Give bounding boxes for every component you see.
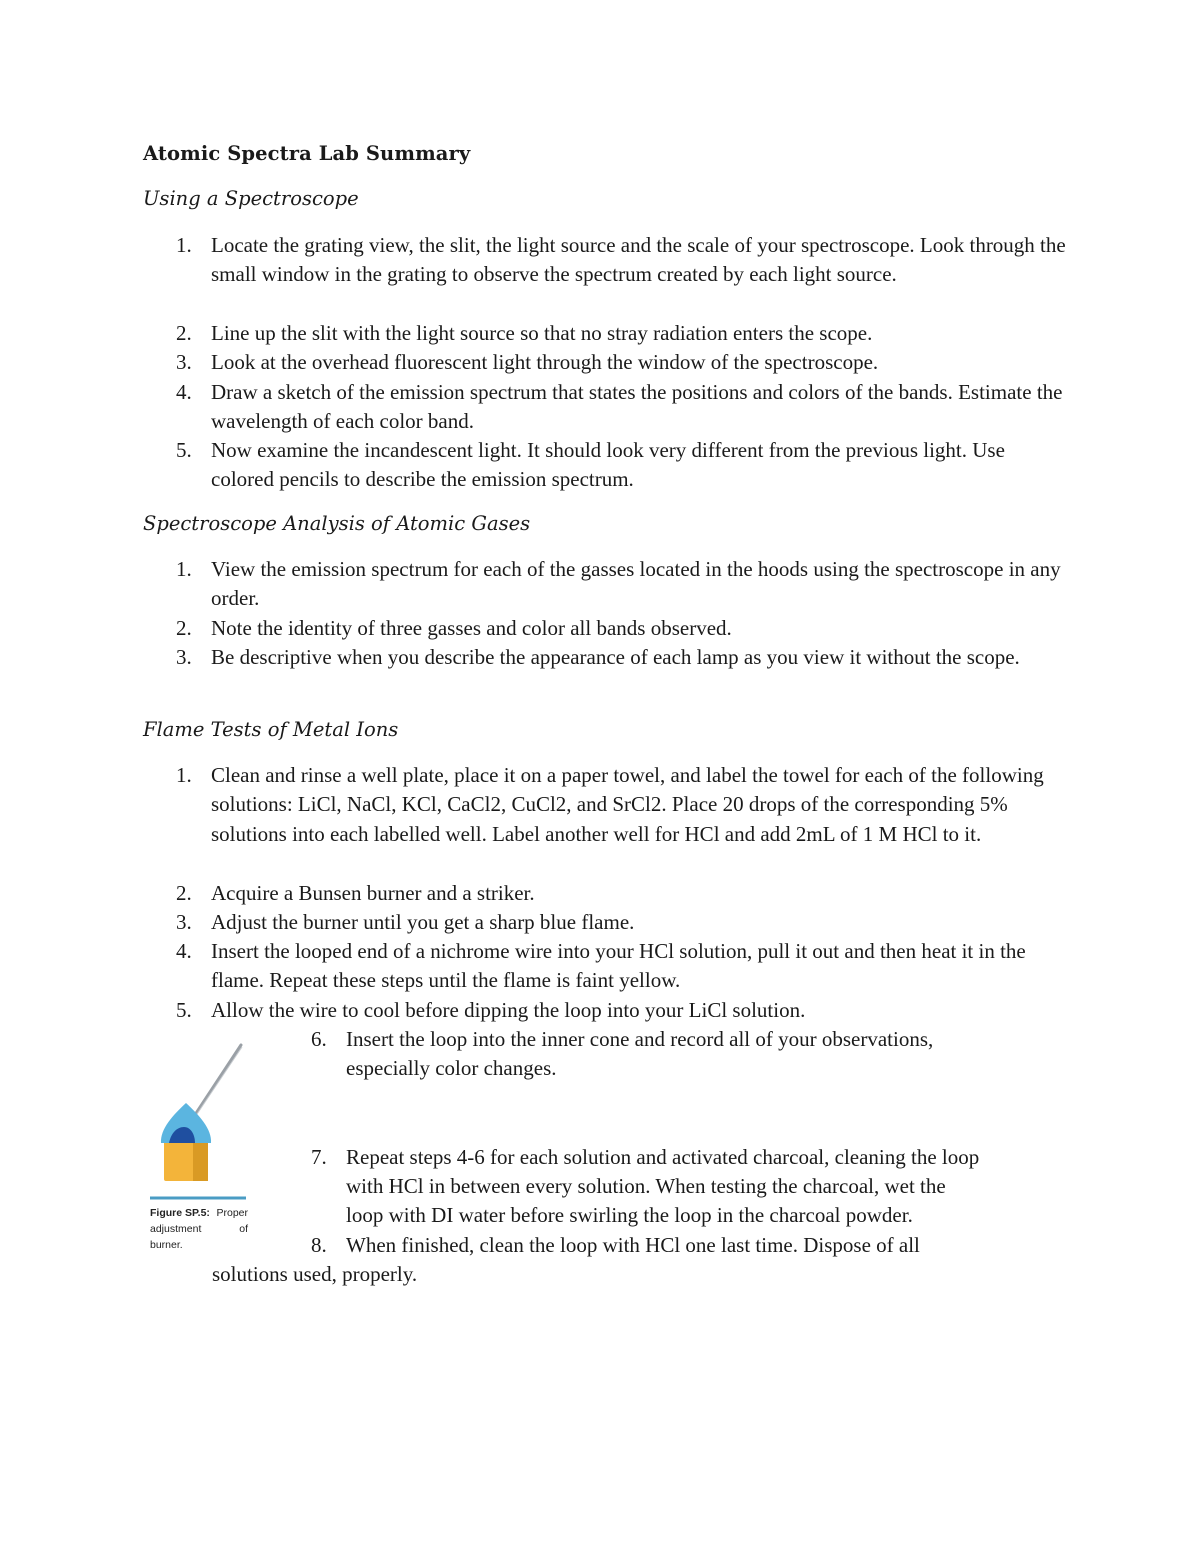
list-number: 2. [176, 881, 192, 905]
list-text: Be descriptive when you describe the appearance of each lamp as you view it without the scope. [211, 645, 1020, 669]
list-number: 8. [311, 1233, 327, 1257]
list-text: Now examine the incandescent light. It should look very different from the previous light. Use colored pencils to describe the emission spectrum. [211, 438, 1005, 492]
list-text: Insert the loop into the inner cone and record all of your observations, [346, 1027, 934, 1051]
list-text: with HCl in between every solution. When testing the charcoal, wet the [346, 1174, 946, 1198]
figure-caption-text: burner. [150, 1239, 183, 1251]
list-text: Note the identity of three gasses and color all bands observed. [211, 616, 732, 640]
list-text: Locate the grating view, the slit, the light source and the scale of your spectroscope. Look through the small window in the grating to observe the spectrum created by each light source. [211, 233, 1066, 287]
list-number: 2. [176, 616, 192, 640]
section-heading-using-spectroscope: Using a Spectroscope [143, 187, 359, 210]
document-title: Atomic Spectra Lab Summary [143, 142, 471, 165]
list-text: Repeat steps 4-6 for each solution and activated charcoal, cleaning the loop [346, 1145, 980, 1169]
list-text: especially color changes. [346, 1056, 557, 1080]
list-text: Clean and rinse a well plate, place it on a paper towel, and label the towel for each of the following solutions: LiCl, NaCl, KCl, CaCl2, CuCl2, and SrCl2. Place 20 drops of the corresponding 5% solutions into each labelled well. Label another well for HCl and add 2mL of 1 M HCl to it. [211, 763, 1044, 846]
list-text: Allow the wire to cool before dipping the loop into your LiCl solution. [211, 998, 806, 1022]
list-number: 7. [311, 1145, 327, 1169]
list-text: Look at the overhead fluorescent light through the window of the spectroscope. [211, 350, 879, 374]
list-text: solutions used, properly. [212, 1262, 418, 1286]
list-text: Acquire a Bunsen burner and a striker. [211, 881, 535, 905]
list-number: 5. [176, 998, 192, 1022]
list-number: 1. [176, 763, 192, 787]
list-text: View the emission spectrum for each of the gasses located in the hoods using the spectroscope in any order. [211, 557, 1061, 611]
list-text: Insert the looped end of a nichrome wire into your HCl solution, pull it out and then heat it in the flame. Repeat these steps until the flame is faint yellow. [211, 939, 1026, 993]
list-number: 6. [311, 1027, 327, 1051]
section-heading-flame-tests: Flame Tests of Metal Ions [143, 718, 399, 741]
list-number: 3. [176, 910, 192, 934]
list-text: When finished, clean the loop with HCl one last time. Dispose of all [346, 1233, 920, 1257]
list-number: 5. [176, 438, 192, 462]
figure-caption-text: of [239, 1223, 248, 1235]
list-number: 4. [176, 380, 192, 404]
list-number: 1. [176, 557, 192, 581]
list-number: 3. [176, 350, 192, 374]
figure-caption [150, 1205, 248, 1253]
list-text: Line up the slit with the light source so that no stray radiation enters the scope. [211, 321, 873, 345]
list-text: loop with DI water before swirling the loop in the charcoal powder. [346, 1203, 913, 1227]
section-heading-atomic-gases: Spectroscope Analysis of Atomic Gases [143, 512, 531, 535]
list-number: 3. [176, 645, 192, 669]
figure-caption-label: Figure SP.5: [150, 1207, 210, 1219]
figure-caption-text: Proper [216, 1207, 248, 1219]
list-number: 4. [176, 939, 192, 963]
figure-caption-text: adjustment [150, 1223, 202, 1235]
list-text: Adjust the burner until you get a sharp blue flame. [211, 910, 635, 934]
list-text: Draw a sketch of the emission spectrum that states the positions and colors of the bands. Estimate the wavelength of each color band. [211, 380, 1063, 434]
list-number: 2. [176, 321, 192, 345]
list-number: 1. [176, 233, 192, 257]
